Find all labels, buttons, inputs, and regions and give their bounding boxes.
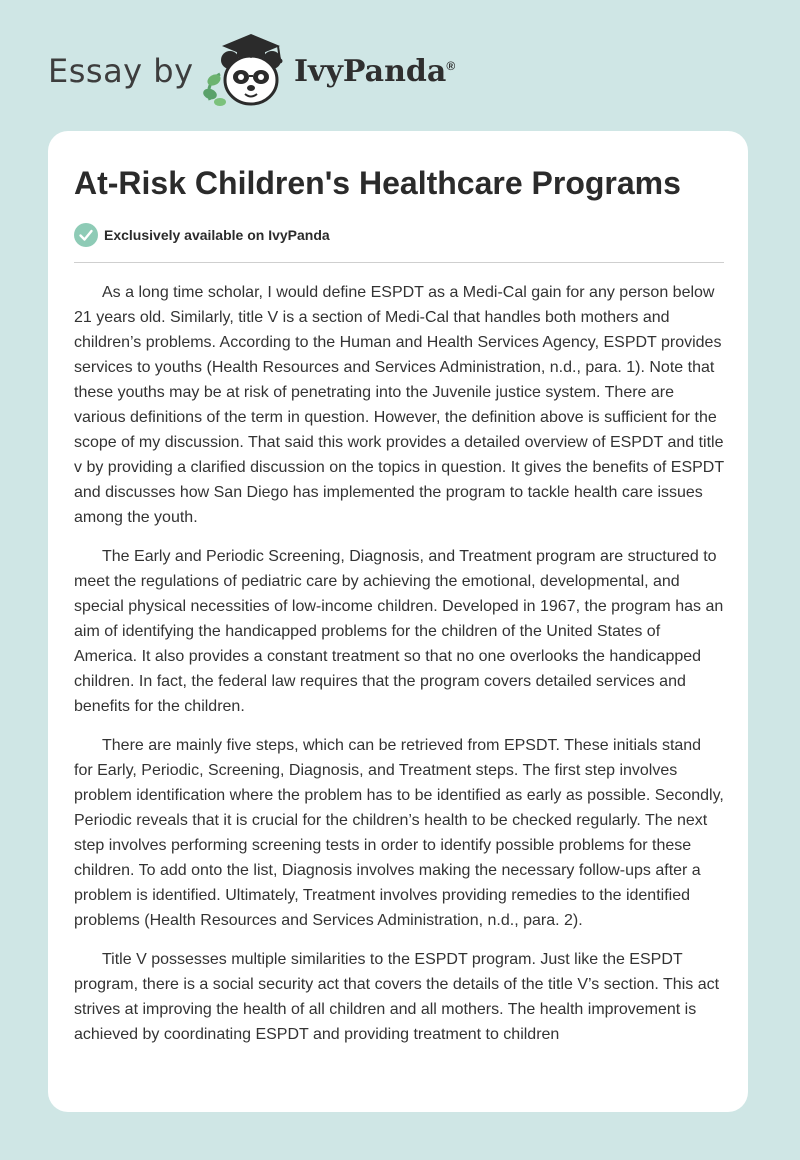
brand-logo[interactable] <box>294 54 455 89</box>
paragraph: As a long time scholar, I would define ESPDT as a Medi-Cal gain for any person below 21 years old. Similarly, title V is a section of Medi-Cal that handles both mothers and children’s problems. According to the Human and Health Services Agency, ESPDT provides services to youths (Health Resources and Services Administration, n.d., para. 1). Note that these youths may be at risk of penetrating into the Juvenile justice system. There are various definitions of the term in question. However, the definition above is sufficient for the scope of my discussion. That said this work provides a detailed overview of ESPDT and title v by providing a clarified discussion on the topics in question. It gives the benefits of ESPDT and discusses how San Diego has implemented the program to tackle health care issues among the youth. <box>74 284 724 526</box>
panda-graduate-icon[interactable] <box>200 30 290 115</box>
paragraph: The Early and Periodic Screening, Diagnosis, and Treatment program are structured to meet the regulations of pediatric care by achieving the emotional, developmental, and special physical necessities of low-income children. Developed in 1967, the program has an aim of identifying the handicapped problems for the children of the United States of America. It also provides a constant treatment so that no one overlooks the handicapped children. In fact, the federal law requires that the program covers detailed services and benefits for the children. <box>74 548 724 715</box>
divider <box>74 262 724 263</box>
brand-name: IvyPanda <box>294 54 447 89</box>
check-circle-icon <box>74 223 98 252</box>
site-header <box>0 0 800 130</box>
badge-text: Exclusively available on IvyPanda <box>104 227 330 243</box>
article-card <box>48 131 748 1112</box>
paragraph: There are mainly five steps, which can be retrieved from EPSDT. These initials stand for Early, Periodic, Screening, Diagnosis, and Treatment steps. The first step involves problem identification where the problem has to be identified as early as possible. Secondly, Periodic reveals that it is crucial for the children’s health to be checked regularly. The next step involves performing screening tests in order to identify possible problems for these children. To add onto the list, Diagnosis involves making the necessary follow-ups after a problem is identified. Ultimately, Treatment involves providing remedies to the identified problems (Health Resources and Services Administration, n.d., para. 2). <box>74 737 724 929</box>
paragraph: Title V possesses multiple similarities to the ESPDT program. Just like the ESPDT program, there is a social security act that covers the details of the title V’s section. This act strives at improving the health of all children and all mothers. The health improvement is achieved by coordinating ESPDT and providing treatment to children <box>74 951 720 1043</box>
article-title: At-Risk Children's Healthcare Programs <box>74 165 681 201</box>
article-body <box>74 280 724 1061</box>
essay-by-label: Essay by <box>48 52 194 90</box>
registered-mark: ® <box>446 59 456 73</box>
